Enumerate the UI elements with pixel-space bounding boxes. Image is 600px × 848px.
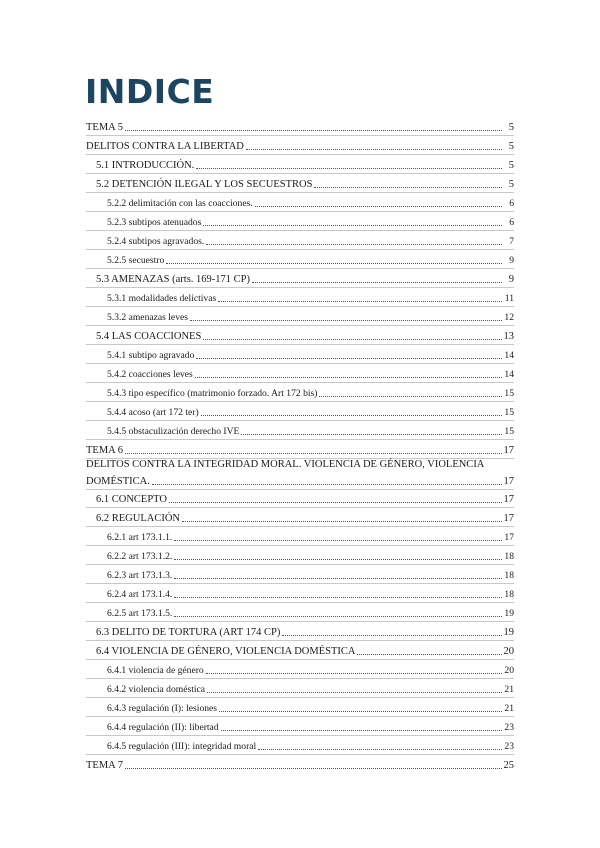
dot-leader — [169, 501, 502, 503]
dot-leader — [246, 148, 502, 150]
divider — [86, 507, 514, 508]
page-title: INDICE — [85, 72, 215, 111]
divider — [86, 287, 514, 288]
dot-leader — [218, 300, 502, 302]
toc-entry-label: 6.4.5 regulación (III): integridad moral — [107, 741, 257, 752]
divider — [86, 306, 514, 307]
dot-leader — [206, 672, 502, 674]
toc-page-number: 18 — [504, 570, 514, 581]
divider — [86, 192, 514, 193]
dot-leader — [190, 319, 502, 321]
toc-entry-label: TEMA 7 — [86, 760, 124, 771]
toc-entry-label-line1: DELITOS CONTRA LA INTEGRIDAD MORAL. VIOLENCIA DE GÉNERO, VIOLENCIA — [86, 459, 485, 470]
toc-entry-label-line2: DOMÉSTICA. — [86, 476, 150, 487]
toc-entry-tema-6[interactable] — [86, 441, 514, 457]
toc-page-number: 7 — [509, 236, 514, 247]
toc-entry-label: 5.3.2 amenazas leves — [107, 312, 188, 323]
toc-page-number: 5 — [508, 141, 514, 152]
toc-page-number: 9 — [508, 274, 514, 285]
toc-page-number: 18 — [504, 551, 514, 562]
dot-leader — [206, 243, 502, 245]
dot-leader — [196, 167, 502, 169]
toc-entry-label: 5.2.3 subtipos atenuados — [107, 217, 202, 228]
divider — [86, 621, 514, 622]
divider — [86, 363, 514, 364]
dot-leader — [241, 433, 502, 435]
dot-leader — [219, 710, 502, 712]
dot-leader — [203, 338, 501, 340]
toc-page-number: 21 — [504, 703, 514, 714]
dot-leader — [166, 262, 502, 264]
divider — [86, 268, 514, 269]
divider — [86, 754, 514, 755]
toc-entry-6-1[interactable] — [96, 490, 514, 506]
toc-entry-5-2-2[interactable] — [107, 194, 514, 210]
toc-entry-5-1[interactable] — [96, 156, 514, 172]
toc-entry-label: 5.4.2 coacciones leves — [107, 369, 193, 380]
toc-entry-6-2-1[interactable] — [107, 528, 514, 544]
dot-leader — [221, 729, 502, 731]
toc-entry-delitos-libertad[interactable] — [86, 137, 514, 153]
toc-entry-6-4-4[interactable] — [107, 718, 514, 734]
toc-entry-label: 6.2 REGULACIÓN — [96, 513, 180, 524]
dot-leader — [174, 539, 502, 541]
toc-page-number: 23 — [504, 722, 514, 733]
divider — [86, 249, 514, 250]
divider — [86, 420, 514, 421]
divider — [86, 716, 514, 717]
toc-entry-5-4-3[interactable] — [107, 384, 514, 400]
dot-leader — [195, 376, 502, 378]
toc-entry-6-2[interactable] — [96, 509, 514, 525]
toc-entry-6-4[interactable] — [96, 642, 514, 658]
toc-entry-5-4[interactable] — [96, 327, 514, 343]
toc-entry-label: 5.3 AMENAZAS (arts. 169-171 CP) — [96, 274, 250, 285]
divider — [86, 697, 514, 698]
toc-entry-5-2-3[interactable] — [107, 213, 514, 229]
divider — [86, 439, 514, 440]
divider — [86, 325, 514, 326]
toc-page-number: 17 — [503, 476, 514, 487]
toc-entry-label: 6.4.1 violencia de género — [107, 665, 204, 676]
divider — [86, 344, 514, 345]
toc-entry-label: TEMA 5 — [86, 122, 124, 133]
toc-entry-label: 5.2 DETENCIÓN ILEGAL Y LOS SECUESTROS — [96, 179, 313, 190]
toc-entry-label: 5.4.1 subtipo agravado — [107, 350, 195, 361]
toc-page-number: 15 — [504, 407, 514, 418]
toc-page-number: 20 — [503, 646, 514, 657]
toc-entry-label: 5.1 INTRODUCCIÓN. — [96, 160, 195, 171]
dot-leader — [182, 520, 502, 522]
toc-entry-5-2[interactable] — [96, 175, 514, 191]
toc-entry-label: 5.3.1 modalidades delictivas — [107, 293, 217, 304]
divider — [86, 382, 514, 383]
dot-leader — [174, 596, 502, 598]
toc-entry-delitos-integridad-moral[interactable] — [86, 458, 514, 488]
toc-page-number: 15 — [504, 426, 514, 437]
toc-entry-6-2-5[interactable] — [107, 604, 514, 620]
toc-entry-5-2-4[interactable] — [107, 232, 514, 248]
divider — [86, 173, 514, 174]
toc-page-number: 23 — [504, 741, 514, 752]
toc-entry-label: 6.1 CONCEPTO — [96, 494, 167, 505]
toc-entry-6-4-5[interactable] — [107, 737, 514, 753]
toc-page-number: 17 — [503, 494, 514, 505]
toc-entry-label: 6.2.4 art 173.1.4. — [107, 589, 173, 600]
dot-leader — [258, 748, 502, 750]
toc-page-number: 5 — [508, 179, 514, 190]
divider — [86, 659, 514, 660]
toc-entry-6-2-3[interactable] — [107, 566, 514, 582]
toc-entry-5-3-2[interactable] — [107, 308, 514, 324]
toc-page-number: 5 — [508, 122, 514, 133]
toc-page-number: 19 — [504, 608, 514, 619]
toc-page-number: 6 — [509, 217, 514, 228]
toc-page-number: 17 — [504, 532, 514, 543]
toc-entry-label: 6.2.5 art 173.1.5. — [107, 608, 173, 619]
divider — [86, 602, 514, 603]
dot-leader — [207, 691, 502, 693]
toc-entry-label: DELITOS CONTRA LA LIBERTAD — [86, 141, 244, 152]
divider — [86, 401, 514, 402]
toc-entry-5-3[interactable] — [96, 270, 514, 286]
toc-entry-5-4-1[interactable] — [107, 346, 514, 362]
divider — [86, 564, 514, 565]
toc-entry-label: 6.2.1 art 173.1.1. — [107, 532, 173, 543]
toc-entry-5-4-4[interactable] — [107, 403, 514, 419]
dot-leader — [174, 577, 502, 579]
toc-page-number: 14 — [504, 369, 514, 380]
divider — [86, 135, 514, 136]
divider — [86, 230, 514, 231]
divider — [86, 678, 514, 679]
divider — [86, 154, 514, 155]
dot-leader — [252, 281, 502, 283]
toc-page-number: 14 — [504, 350, 514, 361]
toc-entry-6-3[interactable] — [96, 623, 514, 639]
divider — [86, 640, 514, 641]
divider — [86, 211, 514, 212]
toc-entry-label: 5.2.2 delimitación con las coacciones. — [107, 198, 253, 209]
toc-page-number: 17 — [503, 445, 514, 456]
toc-page-number: 5 — [508, 160, 514, 171]
dot-leader — [314, 186, 502, 188]
toc-entry-5-3-1[interactable] — [107, 289, 514, 305]
toc-entry-6-2-2[interactable] — [107, 547, 514, 563]
toc-entry-label: 6.2.3 art 173.1.3. — [107, 570, 173, 581]
dot-leader — [255, 205, 502, 207]
dot-leader — [319, 395, 502, 397]
dot-leader — [125, 767, 501, 769]
toc-entry-5-4-5[interactable] — [107, 422, 514, 438]
dot-leader — [357, 653, 501, 655]
dot-leader — [174, 615, 502, 617]
dot-leader — [125, 129, 502, 131]
toc-entry-label: 6.4.2 violencia doméstica — [107, 684, 206, 695]
toc-page-number: 9 — [509, 255, 514, 266]
dot-leader — [203, 224, 502, 226]
toc-entry-label: 5.4 LAS COACCIONES — [96, 331, 202, 342]
toc-entry-label: 5.4.4 acoso (art 172 ter) — [107, 407, 199, 418]
toc-entry-label: TEMA 6 — [86, 445, 124, 456]
toc-page-number: 13 — [503, 331, 514, 342]
divider — [86, 583, 514, 584]
dot-leader — [125, 452, 501, 454]
toc-page-number: 17 — [503, 513, 514, 524]
toc-page-number: 15 — [504, 388, 514, 399]
toc-page-number: 12 — [504, 312, 514, 323]
divider — [86, 735, 514, 736]
toc-entry-5-2-5[interactable] — [107, 251, 514, 267]
toc-page-number: 11 — [504, 293, 514, 304]
dot-leader — [152, 483, 502, 485]
toc-entry-tema-5[interactable] — [86, 118, 514, 134]
toc-page-number: 21 — [504, 684, 514, 695]
toc-entry-5-4-2[interactable] — [107, 365, 514, 381]
toc-entry-label: 6.4 VIOLENCIA DE GÉNERO, VIOLENCIA DOMÉSTICA — [96, 646, 356, 657]
toc-entry-label: 5.2.4 subtipos agravados. — [107, 236, 205, 247]
toc-entry-label: 6.3 DELITO DE TORTURA (ART 174 CP) — [96, 627, 281, 638]
divider — [86, 526, 514, 527]
toc-page-number: 20 — [504, 665, 514, 676]
dot-leader — [201, 414, 502, 416]
dot-leader — [196, 357, 502, 359]
toc-entry-6-4-2[interactable] — [107, 680, 514, 696]
toc-entry-6-2-4[interactable] — [107, 585, 514, 601]
toc-entry-label: 6.4.3 regulación (I): lesiones — [107, 703, 218, 714]
toc-page-number: 18 — [504, 589, 514, 600]
toc-entry-label: 6.4.4 regulación (II): libertad — [107, 722, 219, 733]
toc-page-number: 25 — [503, 760, 514, 771]
dot-leader — [174, 558, 502, 560]
toc-page-number: 6 — [509, 198, 514, 209]
toc-entry-label: 5.2.5 secuestro — [107, 255, 165, 266]
toc-entry-tema-7[interactable] — [86, 756, 514, 772]
toc-entry-6-4-3[interactable] — [107, 699, 514, 715]
divider — [86, 545, 514, 546]
toc-entry-6-4-1[interactable] — [107, 661, 514, 677]
toc-page-number: 19 — [503, 627, 514, 638]
dot-leader — [282, 634, 501, 636]
toc-entry-label: 6.2.2 art 173.1.2. — [107, 551, 173, 562]
toc-entry-label: 5.4.5 obstaculización derecho IVE — [107, 426, 240, 437]
toc-entry-label: 5.4.3 tipo específico (matrimonio forzado. Art 172 bis) — [107, 388, 318, 399]
